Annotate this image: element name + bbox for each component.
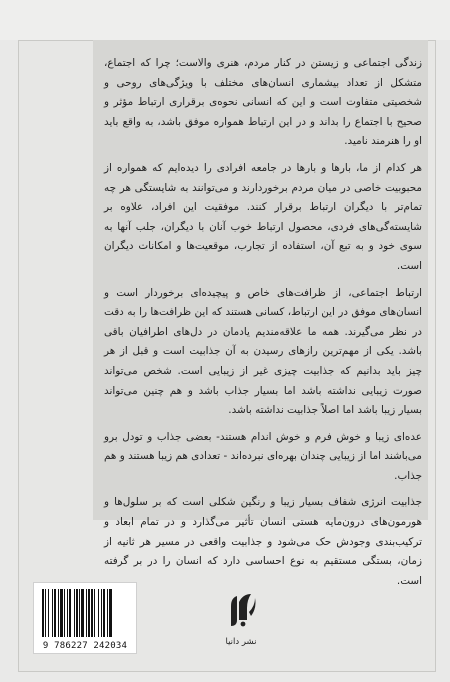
barcode-bar	[69, 589, 71, 637]
barcode-bar	[91, 589, 93, 637]
barcode-bar	[64, 589, 65, 637]
barcode-bar	[86, 589, 87, 637]
blurb-paragraph-3: ارتباط اجتماعی، از ظرافت‌های خاص و پیچیده‌ای برخوردار است و انسان‌های موفق در این ارتباط، کسانی هستند که این ظرافت‌ها را به دقت در نظر می‌گیرند. همه ما علاقه‌مندیم یادمان در دل‌های اطرافیان باقی باشد. یکی از مهم‌ترین رازهای رسیدن به آن جذابیت است و قبل از هر چیز باید بدانیم که جذابیت چیزی غیر از زیبایی است. شخص می‌تواند صورت زیبایی نداشته باشد اما بسیار جذاب باشد و هم چنین می‌تواند بسیار زیبا باشد اما اصلاً جذابیت نداشته باشد.	[104, 286, 422, 417]
barcode-bar	[42, 589, 44, 637]
publisher-name: نشر دانیا	[225, 637, 257, 647]
barcode-bar	[54, 589, 56, 637]
isbn-barcode	[33, 582, 137, 654]
barcode-bar	[109, 589, 112, 637]
blurb-paragraph-1: زندگی اجتماعی و زیستن در کنار مردم، هنری والاست؛ چرا که اجتماع، متشکل از تعداد بیشماری انسان‌های مختلف با ویژگی‌های روحی و شخصیتی متفاوت است و این که انسانی نحوه‌ی برقراری ارتباط مؤثر و صحیح با اجتماع را بداند و در این ارتباط همواره موفق باشد، به واقع باید او را هنرمند نامید.	[104, 57, 422, 148]
barcode-bar	[67, 589, 68, 637]
publisher-logo-icon	[223, 590, 259, 630]
barcode-bar	[81, 589, 84, 637]
barcode-bars	[34, 583, 136, 641]
barcode-bar	[74, 589, 75, 637]
publisher-logo	[223, 590, 259, 652]
barcode-bar	[88, 589, 90, 637]
barcode-bar	[48, 589, 49, 637]
barcode-bar	[103, 589, 105, 637]
barcode-bar	[94, 589, 95, 637]
blurb-paragraph-5: جذابیت انرژی شفاف بسیار زیبا و رنگین شکلی است که بر سلول‌ها و هورمون‌های درون‌مایه هستی انسان تأثیر می‌گذارد و در تمام ابعاد و ترکیب‌بندی وجودش حک می‌شود و جذابیت واقعی در مسیر هر ثانیه از زمان، بستگی مستقیم به نوع احساسی دارد که انسان را در بر گرفته است.	[104, 496, 422, 587]
barcode-bar	[76, 589, 78, 637]
blurb-paragraph-2: هر کدام از ما، بارها و بارها در جامعه افرادی را دیده‌ایم که همواره از محبوبیت خاصی در میان مردم برخوردارند و می‌توانند به شایستگی هر چه تمام‌تر با دیگران ارتباط برقرار کنند. موفقیت این افراد، علاوه بر شایسته‌گی‌های فردی، محصول ارتباط خوب آنان با دیگران، جلب آنها به سوی خود و به تبع آن، استفاده از تجارب، موقعیت‌ها و امکانات دیگران است.	[104, 161, 422, 272]
top-band	[0, 0, 450, 40]
barcode-bar	[101, 589, 102, 637]
barcode-bar	[98, 589, 99, 637]
barcode-bar	[107, 589, 108, 637]
barcode-bar	[58, 589, 59, 637]
barcode-bar	[60, 589, 63, 637]
blurb	[104, 54, 422, 587]
barcode-number: 9 786227 242034	[42, 641, 128, 651]
barcode-bar	[45, 589, 46, 637]
barcode-bar	[79, 589, 80, 637]
blurb-paragraph-4: عده‌ای زیبا و خوش فرم و خوش اندام هستند- بعضی جذاب و تودل برو می‌باشند اما از زیبایی چندان بهره‌ای نبرده‌اند - تعدادی هم زیبا هستند و هم جذاب.	[104, 430, 422, 482]
barcode-bar	[52, 589, 53, 637]
